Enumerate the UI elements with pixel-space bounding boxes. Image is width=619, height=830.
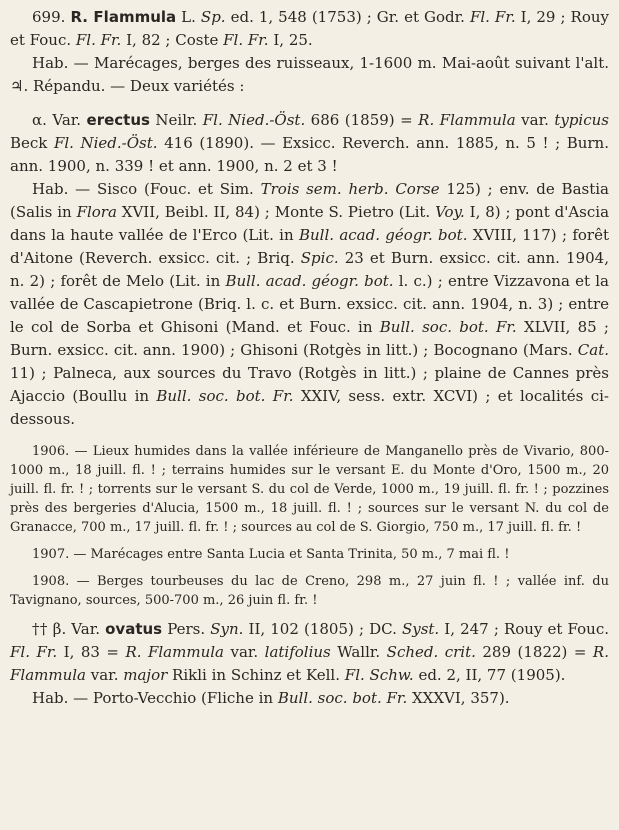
- text-run: ed. 2, II, 77 (1905).: [413, 666, 566, 684]
- records-1907: 1907. — Marécages entre Santa Lucia et Santa Trinita, 50 m., 7 mai fl. !: [32, 547, 510, 562]
- italic-run: Fl. Schw.: [344, 666, 414, 684]
- habitat-paragraph: Hab. — Marécages, berges des ruisseaux, 1-1600 m. Mai-août suivant l'alt. ♃. Répandu. — Deux variétés :: [10, 54, 609, 95]
- italic-run: Flora: [76, 203, 117, 221]
- text-run: var.: [223, 643, 265, 661]
- text-run: 289 (1822) =: [475, 643, 593, 661]
- italic-run: R. Flammula: [10, 643, 609, 684]
- citation-italic: Fl. Fr.: [469, 8, 516, 26]
- italic-run: R. Flammula: [418, 111, 516, 129]
- citation-italic: Fl. Fr.: [223, 31, 269, 49]
- variety-marker: †† β. Var.: [32, 620, 106, 638]
- variety-marker: α. Var.: [32, 111, 87, 129]
- text-run: Pers.: [162, 620, 211, 638]
- text-run: Hab. — Sisco (Fouc. et Sim.: [32, 180, 261, 198]
- text-run: Wallr.: [330, 643, 387, 661]
- italic-run: Spic.: [300, 249, 339, 267]
- text-run: II, 102 (1805) ; DC.: [243, 620, 402, 638]
- text-run: var.: [515, 111, 555, 129]
- variety-beta: [10, 618, 609, 687]
- records-1908: 1908. — Berges tourbeuses du lac de Creno, 298 m., 27 juin fl. ! ; vallée inf. du Tavignano, sources, 500-700 m., 26 juin fl. fr. !: [10, 574, 609, 608]
- variety-name: erectus: [86, 111, 150, 129]
- text-run: Rikli in Schinz et Kell.: [167, 666, 345, 684]
- citation-italic: Sp.: [200, 8, 226, 26]
- italic-run: typicus: [554, 111, 609, 129]
- text-run: Neilr.: [149, 111, 203, 129]
- text-run: 125) ; env. de Bastia (Salis in: [10, 180, 609, 221]
- text-run: I, 247 ; Rouy et Fouc.: [439, 620, 609, 638]
- records-1906: 1906. — Lieux humides dans la vallée inférieure de Manganello près de Vivario, 800-1000 m., 18 juill. fl. ! ; terrains humides sur le versant E. du Monte d'Oro, 1500 m., 20 juill. fl. fr. ! ; torrents sur le versant S. du col de Verde, 1000 m., 19 juill. fl. fr. ! ; pozzines près des bergeries d'Alucia, 1500 m., 18 juill. fl. ! ; sources sur le versant N. du col de Granacce, 700 m., 17 juill. fl. fr. ! ; sources au col de S. Giorgio, 750 m., 17 juill. fl. fr. !: [10, 444, 609, 535]
- species-name: R. Flammula: [70, 8, 177, 26]
- italic-run: Syn.: [210, 620, 244, 638]
- text-run: I, 8) ; pont d'Ascia dans la haute vallée de l'Erco (Lit. in: [10, 203, 610, 244]
- text-run: 416 (1890). — Exsicc. Reverch. ann. 1885, n. 5 ! ; Burn. ann. 1900, n. 339 ! et ann. 1900, n. 2 et 3 !: [10, 134, 609, 175]
- italic-run: major: [123, 666, 168, 684]
- text-run: XVII, Beibl. II, 84) ; Monte S. Pietro (Lit.: [116, 203, 436, 221]
- entry-heading: [10, 6, 609, 52]
- variety-name: ovatus: [105, 620, 163, 638]
- italic-run: Voy.: [435, 203, 465, 221]
- citation-text: I, 29 ; Rouy et Fouc.: [10, 8, 609, 49]
- variety-alpha: [10, 109, 609, 178]
- italic-run: R. Flammula: [125, 643, 224, 661]
- text-run: XXIV, sess. extr. XCVI) ; et localités ci-dessous.: [10, 387, 609, 428]
- citation-italic: Fl. Fr.: [75, 31, 122, 49]
- text-run: XVIII, 117) ; forêt d'Aitone (Reverch. exsicc. cit. ; Briq.: [10, 226, 609, 267]
- italic-run: Bull. acad. géogr. bot.: [225, 272, 394, 290]
- text-run: var.: [86, 666, 124, 684]
- italic-run: Bull. soc. bot. Fr.: [156, 387, 294, 405]
- italic-run: Syst.: [401, 620, 440, 638]
- text-run: XLVII, 85 ; Burn. exsicc. cit. ann. 1900) ; Ghisoni (Rotgès in litt.) ; Bocognano (Mars.: [10, 318, 609, 359]
- italic-run: latifolius: [264, 643, 331, 661]
- habitat-alpha: [10, 178, 609, 431]
- italic-run: Fl. Nied.-Öst.: [202, 111, 306, 129]
- text-run: 23 et Burn. exsicc. cit. ann. 1904, n. 2) ; forêt de Melo (Lit. in: [10, 249, 609, 290]
- italic-run: Cat.: [577, 341, 609, 359]
- text-run: I, 83 =: [57, 643, 126, 661]
- text-run: Hab. — Porto-Vecchio (Fliche in: [32, 689, 278, 707]
- italic-run: Bull. soc. bot. Fr.: [277, 689, 408, 707]
- italic-run: Bull. soc. bot. Fr.: [379, 318, 517, 336]
- habitat-beta: [10, 687, 609, 710]
- italic-run: Sched. crit.: [386, 643, 476, 661]
- italic-run: Bull. acad. géogr. bot.: [298, 226, 468, 244]
- text-run: 11) ; Palneca, aux sources du Travo (Rotgès in litt.) ; plaine de Cannes près Ajaccio (Boullu in: [10, 364, 609, 405]
- citation-text: I, 25.: [268, 31, 313, 49]
- text-run: XXXVI, 357).: [407, 689, 510, 707]
- citation-text: L.: [176, 8, 201, 26]
- entry-number: 699.: [32, 8, 66, 26]
- text-run: Beck: [10, 134, 54, 152]
- italic-run: Fl. Nied.-Öst.: [53, 134, 158, 152]
- text-run: l. c.) ; entre Vizzavona et la vallée de Cascapietrone (Briq. l. c. et Burn. exsicc. cit. ann. 1904, n. 3) ; entre le col de Sorba et Ghisoni (Mand. et Fouc. in: [10, 272, 610, 336]
- italic-run: Trois sem. herb. Corse: [260, 180, 440, 198]
- italic-run: Fl. Fr.: [10, 643, 58, 661]
- text-run: 686 (1859) =: [305, 111, 419, 129]
- citation-text: ed. 1, 548 (1753) ; Gr. et Godr.: [225, 8, 470, 26]
- citation-text: I, 82 ; Coste: [121, 31, 224, 49]
